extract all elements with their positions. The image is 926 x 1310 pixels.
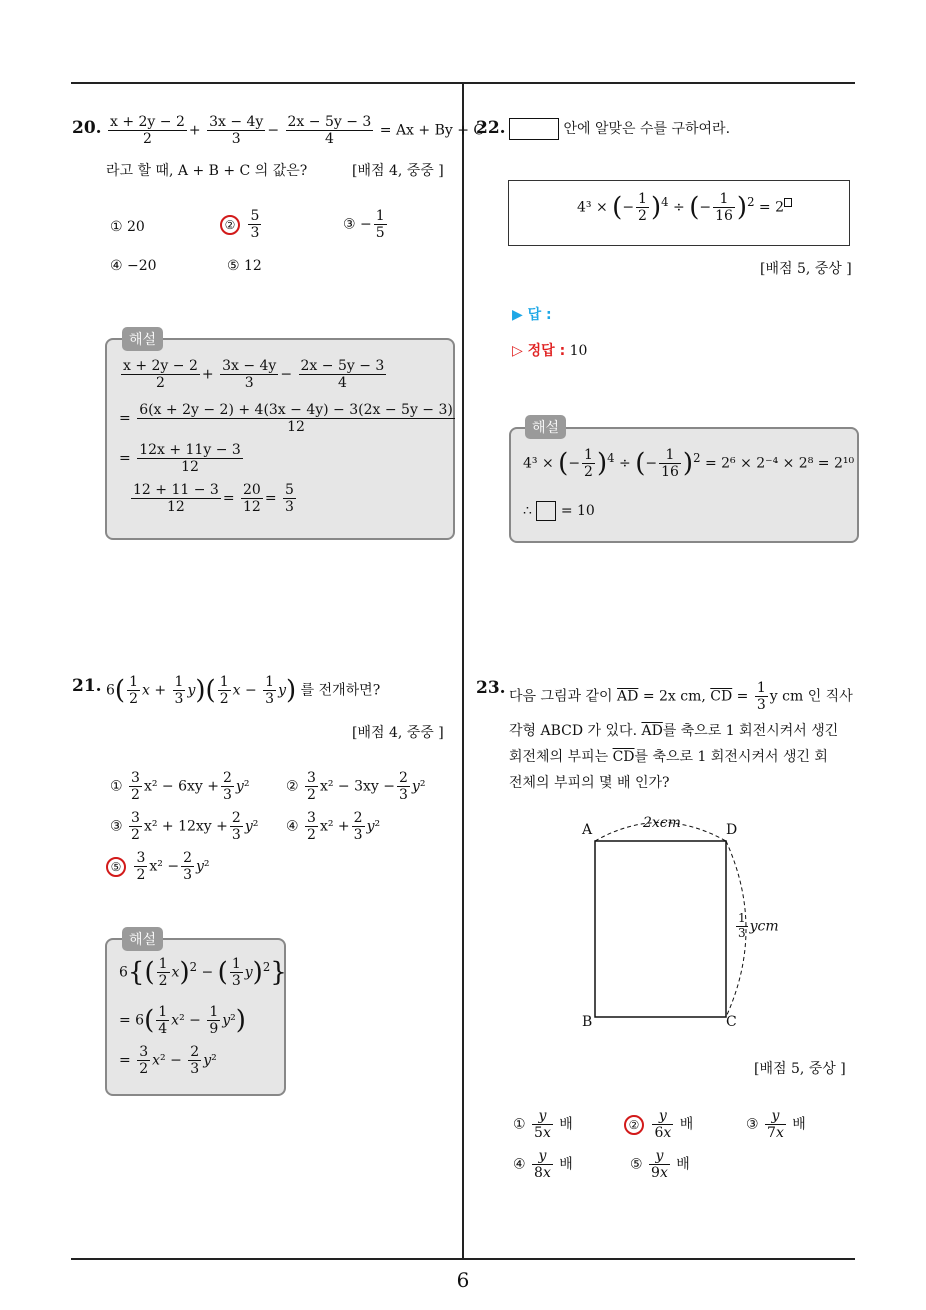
q20-equation: $\frac{x + 2y - 2}{2}$ + $\frac{3x - 4y}{3}$ − $\frac{2x - 5y - 3}{4}$ = Ax + By + C — [110, 114, 485, 148]
q21-score: [배점 4, 중중 ] — [352, 725, 444, 741]
q23-fig-label-top: 2xcm — [643, 815, 681, 831]
q21-choice-4[interactable]: ④ $\frac{3}{2}$ x² + $\frac{2}{3}$ y² — [286, 810, 381, 844]
q22-explanation: 4³ × (− $\frac{1}{2}$ )$^4$ ÷ (− $\frac{1}{16}$ )$^2$ = 2⁶ × 2⁻⁴ × 2⁸ = 2¹⁰ ∴ = 10 — [509, 427, 859, 543]
q20-score: [배점 4, 중중 ] — [352, 163, 444, 179]
q21-explanation-tag: 해설 — [122, 927, 163, 951]
q21-choice-3[interactable]: ③ $\frac{3}{2}$ x² + 12xy + $\frac{2}{3}$ y² — [110, 810, 259, 844]
q21-choice-2[interactable]: ② $\frac{3}{2}$ x² − 3xy − $\frac{2}{3}$ y² — [286, 770, 426, 804]
q20-choice-3[interactable]: ③ − $\frac{1}{5}$ — [343, 208, 385, 242]
q23-fig-label-c: C — [726, 1014, 737, 1030]
q23-line-3: 회전체의 부피는 $\overline{CD}$를 축으로 1 회전시켜서 생긴 회 — [509, 749, 828, 765]
q23-choice-5[interactable]: ⑤ $\frac{y}{9x}$ 배 — [630, 1148, 690, 1182]
q23-choice-3[interactable]: ③ $\frac{y}{7x}$ 배 — [746, 1108, 806, 1142]
q23-line-4: 전체의 부피의 몇 배 인가? — [509, 775, 670, 791]
q22-score: [배점 5, 중상 ] — [760, 261, 852, 277]
q23-line-1: 다음 그림과 같이 $\overline{AD} = 2x$ cm, $\overline{CD}$ = $\frac{1}{3}$ y cm 인 직사 — [509, 680, 853, 714]
q20-explanation: $\frac{x + 2y - 2}{2}$ + $\frac{3x - 4y}{3}$ − $\frac{2x - 5y - 3}{4}$ = $\frac{6(x + 2y - 2) + 4(3x - 4y) - 3(2x - 5y - 3)}{12}$ = $\frac{12x + 11y - 3}{12}$ $\frac{12 + 11 - 3}{12}$ = $\frac{20}{12}$ = $\frac{5}{3}$ — [105, 338, 455, 540]
q22-number: 22. — [476, 118, 506, 138]
q21-choice-5[interactable]: ⑤ $\frac{3}{2}$ x² − $\frac{2}{3}$ y² — [110, 850, 210, 883]
column-divider — [462, 84, 464, 1258]
q21-number: 21. — [72, 676, 102, 696]
page-number: 6 — [456, 1268, 470, 1292]
q23-fig-label-side: $\frac{1}{3}$ ycm — [738, 911, 779, 940]
q21-choice-1[interactable]: ① $\frac{3}{2}$ x² − 6xy + $\frac{2}{3}$ y² — [110, 770, 250, 804]
q21-expression: 6( $\frac{1}{2}$ x + $\frac{1}{3}$ y)( $\frac{1}{2}$ x − $\frac{1}{3}$ y) 를 전개하면? — [106, 674, 381, 708]
q20-choice-1[interactable]: ① 20 — [110, 219, 145, 235]
answer-circle-icon: ② — [624, 1115, 644, 1135]
q22-question: 안에 알맞은 수를 구하여라. — [509, 118, 730, 140]
answer-circle-icon: ⑤ — [106, 857, 126, 877]
q23-number: 23. — [476, 678, 506, 698]
q20-choice-4[interactable]: ④ −20 — [110, 258, 157, 274]
q20-explanation-tag: 해설 — [122, 327, 163, 351]
q20-choice-5[interactable]: ⑤ 12 — [227, 258, 262, 274]
q20-choice-2[interactable]: ② $\frac{5}{3}$ — [224, 208, 263, 241]
q23-fig-label-d: D — [726, 822, 738, 838]
answer-circle-icon: ② — [220, 215, 240, 235]
q21-explanation: 6{( $\frac{1}{2}$ x)$^2$ − ( $\frac{1}{3}$ y)$^2$} = 6( $\frac{1}{4}$ x² − $\frac{1}{9}$ y²) = $\frac{3}{2}$ x² − $\frac{2}{3}$ y² — [105, 938, 286, 1096]
q22-explanation-tag: 해설 — [525, 415, 566, 439]
q20-question: 라고 할 때, A + B + C 의 값은? — [106, 163, 308, 179]
q22-formula-box: 4³ × (− $\frac{1}{2}$ )$^4$ ÷ (− $\frac{1}{16}$ )$^2$ = 2 — [508, 180, 850, 246]
q23-line-2: 각형 ABCD 가 있다. $\overline{AD}$를 축으로 1 회전시켜서 생긴 — [509, 723, 839, 739]
q23-fig-label-b: B — [582, 1014, 593, 1030]
q23-choice-2[interactable]: ② $\frac{y}{6x}$ 배 — [628, 1108, 693, 1141]
q22-answer-label: ▶ 답 : — [512, 307, 552, 323]
q20-number: 20. — [72, 118, 102, 138]
q23-fig-label-a: A — [582, 822, 593, 838]
blank-box — [509, 118, 559, 140]
q23-score: [배점 5, 중상 ] — [754, 1061, 846, 1077]
q22-correct-answer: ▷ 정답 : 10 — [512, 343, 588, 359]
bottom-rule — [71, 1258, 855, 1260]
q23-choice-4[interactable]: ④ $\frac{y}{8x}$ 배 — [513, 1148, 573, 1182]
q23-choice-1[interactable]: ① $\frac{y}{5x}$ 배 — [513, 1108, 573, 1142]
